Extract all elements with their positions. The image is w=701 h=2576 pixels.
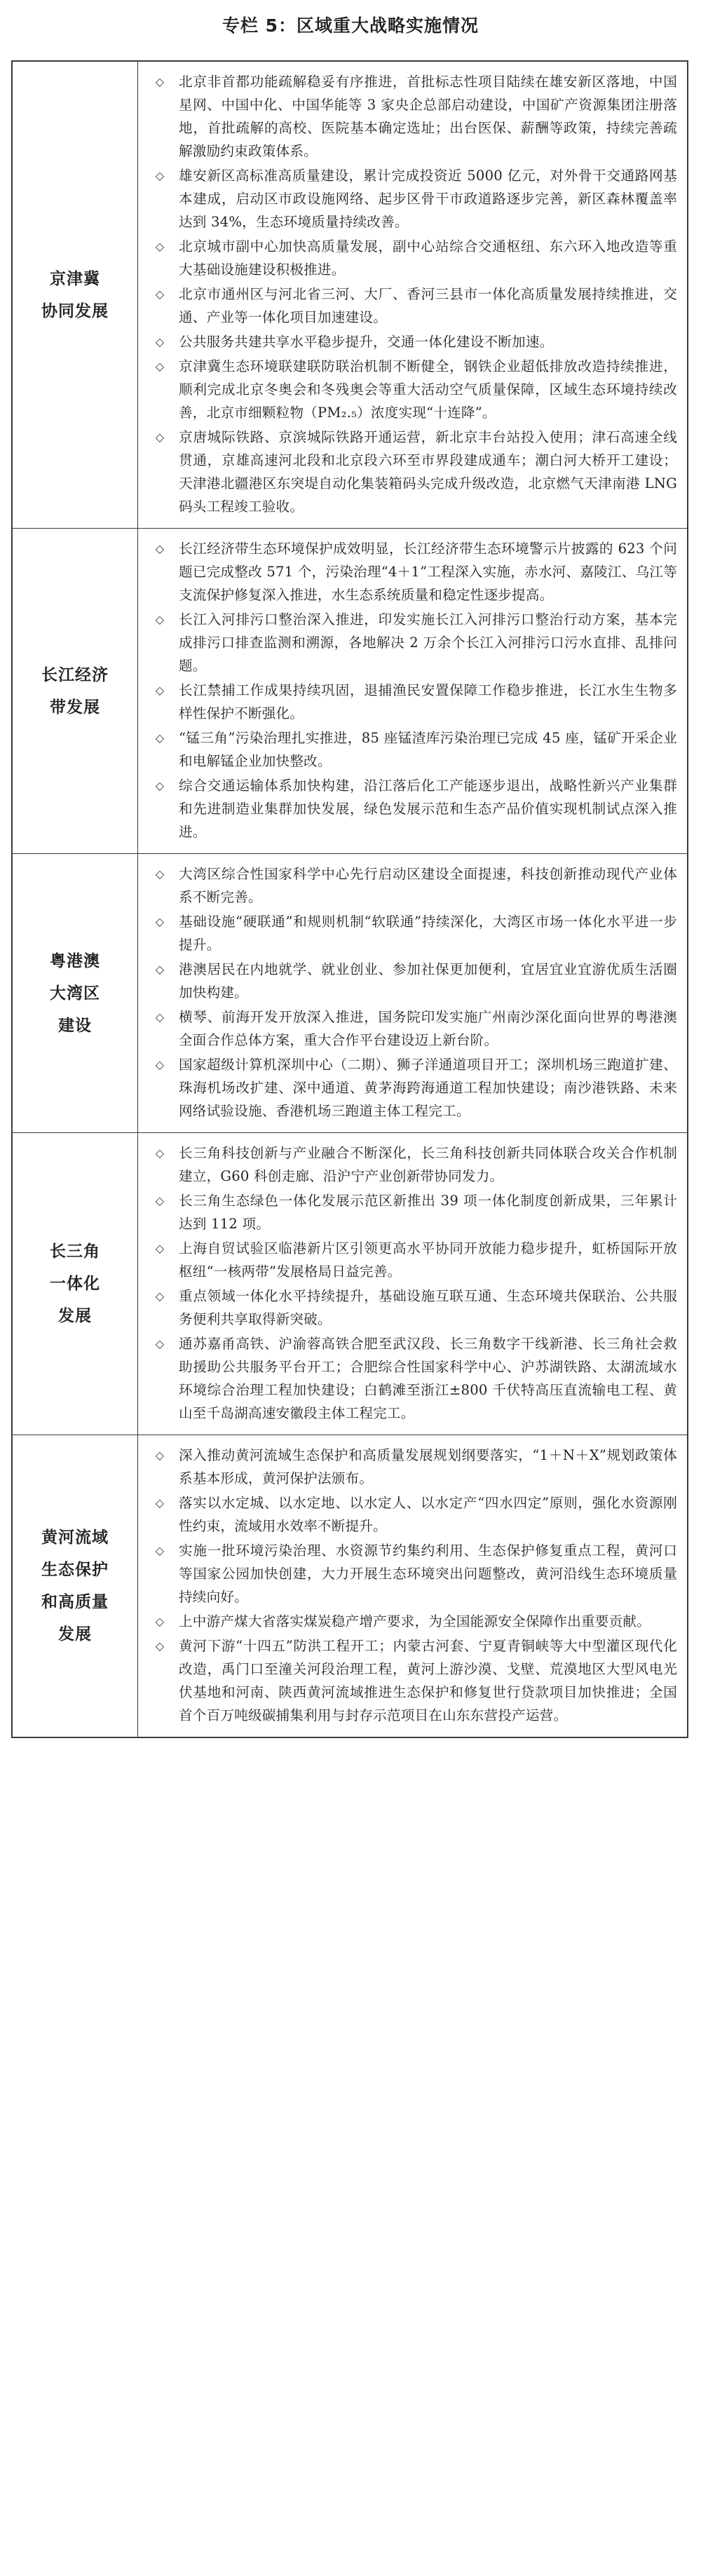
list-item-text: 综合交通运输体系加快构建，沿江落后化工产能逐步退出，战略性新兴产业集群和先进制造业集群加快发展，绿色发展示范和生态产品价值实现机制试点深入推进。 [179, 778, 677, 840]
list-item-text: 大湾区综合性国家科学中心先行启动区建设全面提速，科技创新推动现代产业体系不断完善。 [179, 866, 677, 905]
diamond-bullet-icon: ◇ [155, 1242, 165, 1255]
diamond-bullet-icon: ◇ [155, 431, 165, 444]
diamond-bullet-icon: ◇ [155, 1146, 165, 1160]
list-item-text: 京津冀生态环境联建联防联治机制不断健全，钢铁企业超低排放改造持续推进，顺利完成北京冬奥会和冬残奥会等重大活动空气质量保障，区域生态环境持续改善，北京市细颗粒物（PM₂.₅）浓度实现“十连降”。 [179, 358, 677, 421]
region-name-line: 一体化 [50, 1275, 100, 1293]
diamond-bullet-icon: ◇ [155, 1544, 165, 1557]
diamond-bullet-icon: ◇ [155, 1639, 165, 1653]
box-title: 专栏 5：区域重大战略实施情况 [222, 15, 479, 36]
region-items-cell [138, 61, 688, 529]
diamond-bullet-icon: ◇ [155, 731, 165, 745]
region-name [12, 529, 138, 854]
list-item-text: 实施一批环境污染治理、水资源节约集约利用、生态保护修复重点工程，黄河口等国家公园加快创建，大力开展生态环境突出问题整改，黄河沿线生态环境质量持续向好。 [179, 1543, 677, 1605]
diamond-bullet-icon: ◇ [155, 915, 165, 928]
list-item-text: 京唐城际铁路、京滨城际铁路开通运营，新北京丰台站投入使用；津石高速全线贯通，京雄高速河北段和北京段六环至市界段建成通车；潮白河大桥开工建设；天津港北疆港区东突堤自动化集装箱码头完成升级改造，北京燃气天津南港 LNG 码头工程竣工验收。 [179, 429, 677, 515]
list-item-text: 长三角科技创新与产业融合不断深化，长三角科技创新共同体联合攻关合作机制建立，G60 科创走廊、沿沪宁产业创新带协同发力。 [179, 1145, 677, 1184]
diamond-bullet-icon: ◇ [155, 1194, 165, 1207]
region-name-line: 协同发展 [41, 301, 109, 320]
list-item [152, 283, 677, 329]
region-name-line: 京津冀 [50, 269, 100, 288]
list-item-text: 横琴、前海开发开放深入推进，国务院印发实施广州南沙深化面向世界的粤港澳全面合作总体方案，重大合作平台建设迈上新台阶。 [179, 1009, 677, 1048]
list-item-text: 黄河下游“十四五”防洪工程开工；内蒙古河套、宁夏青铜峡等大中型灌区现代化改造，禹门口至潼关河段治理工程，黄河上游沙漠、戈壁、荒漠地区大型风电光伏基地和河南、陕西黄河流域推进生态保护和修复世行贷款项目加快推进；全国首个百万吨级碳捕集利用与封存示范项目在山东东营投产运营。 [179, 1638, 677, 1723]
list-item-text: 北京市通州区与河北省三河、大厂、香河三县市一体化高质量发展持续推进，交通、产业等一体化项目加速建设。 [179, 286, 677, 325]
list-item-text: 上海自贸试验区临港新片区引领更高水平协同开放能力稳步提升，虹桥国际开放枢纽“一核两带”发展格局日益完善。 [179, 1240, 677, 1280]
list-item-text: 北京非首都功能疏解稳妥有序推进，首批标志性项目陆续在雄安新区落地，中国星网、中国中化、中国华能等 3 家央企总部启动建设，中国矿产资源集团注册落地，首批疏解的高校、医院基本确定选址；出台医保、薪酬等政策，持续完善疏解激励约束政策体系。 [179, 74, 677, 159]
section-row [12, 854, 688, 1133]
list-item-text: 通苏嘉甬高铁、沪渝蓉高铁合肥至武汉段、长三角数字干线新港、长三角社会救助援助公共服务平台开工；合肥综合性国家科学中心、沪苏湖铁路、太湖流域水环境综合治理工程加快建设；白鹤滩至浙江±800 千伏特高压直流输电工程、黄山至千岛湖高速安徽段主体工程完工。 [179, 1336, 677, 1421]
region-name-line: 生态保护 [41, 1561, 109, 1579]
item-list [152, 1141, 677, 1425]
region-items-cell [138, 854, 688, 1133]
list-item [152, 608, 677, 677]
region-name-line: 带发展 [50, 698, 100, 717]
region-name [12, 854, 138, 1133]
region-items-cell [138, 529, 688, 854]
region-name-line: 发展 [58, 1625, 92, 1643]
list-item [152, 1610, 677, 1633]
diamond-bullet-icon: ◇ [155, 1289, 165, 1303]
list-item-text: 长江入河排污口整治深入推进，印发实施长江入河排污口整治行动方案，基本完成排污口排查监测和溯源，各地解决 2 万余个长江入河排污口污水直排、乱排问题。 [179, 611, 677, 674]
list-item-text: 上中游产煤大省落实煤炭稳产增产要求，为全国能源安全保障作出重要贡献。 [179, 1613, 651, 1629]
list-item [152, 1005, 677, 1052]
diamond-bullet-icon: ◇ [155, 542, 165, 555]
list-item-text: 深入推动黄河流域生态保护和高质量发展规划纲要落实，“1＋N＋X”规划政策体系基本形成，黄河保护法颁布。 [179, 1447, 677, 1486]
section-row [12, 61, 688, 529]
strategy-table [11, 60, 688, 1738]
diamond-bullet-icon: ◇ [155, 1058, 165, 1071]
list-item [152, 235, 677, 281]
list-item [152, 1634, 677, 1727]
list-item [152, 330, 677, 353]
diamond-bullet-icon: ◇ [155, 1449, 165, 1462]
list-item-text: 长江禁捕工作成果持续巩固，退捕渔民安置保障工作稳步推进，长江水生生物多样性保护不断强化。 [179, 682, 677, 721]
diamond-bullet-icon: ◇ [155, 169, 165, 182]
region-items-cell [138, 1133, 688, 1435]
list-item [152, 1444, 677, 1490]
region-name [12, 1435, 138, 1738]
region-name-line: 大湾区 [50, 984, 100, 1003]
list-item [152, 862, 677, 909]
region-name-line: 建设 [58, 1016, 92, 1035]
list-item [152, 426, 677, 518]
list-item [152, 537, 677, 606]
region-name-line: 黄河流域 [41, 1528, 109, 1547]
item-list [152, 1444, 677, 1727]
region-name [12, 1133, 138, 1435]
list-item-text: 落实以水定城、以水定地、以水定人、以水定产“四水四定”原则，强化水资源刚性约束，流域用水效率不断提升。 [179, 1495, 677, 1534]
diamond-bullet-icon: ◇ [155, 287, 165, 301]
list-item [152, 164, 677, 233]
diamond-bullet-icon: ◇ [155, 240, 165, 253]
list-item-text: 北京城市副中心加快高质量发展，副中心站综合交通枢纽、东六环入地改造等重大基础设施建设积极推进。 [179, 238, 677, 278]
diamond-bullet-icon: ◇ [155, 335, 165, 348]
list-item [152, 726, 677, 773]
list-item [152, 1539, 677, 1608]
region-name [12, 61, 138, 529]
list-item [152, 1332, 677, 1425]
list-item-text: 公共服务共建共享水平稳步提升，交通一体化建设不断加速。 [179, 334, 554, 350]
section-row [12, 529, 688, 854]
list-item [152, 1053, 677, 1123]
list-item [152, 910, 677, 956]
list-item [152, 1284, 677, 1331]
section-row [12, 1133, 688, 1435]
diamond-bullet-icon: ◇ [155, 1337, 165, 1350]
list-item [152, 1141, 677, 1188]
list-item-text: 长江经济带生态环境保护成效明显，长江经济带生态环境警示片披露的 623 个问题已完成整改 571 个，污染治理“4＋1”工程深入实施，赤水河、嘉陵江、乌江等支流保护修复深入推进，水生态系统质量和稳定性逐步提高。 [179, 541, 677, 603]
list-item [152, 355, 677, 424]
list-item-text: “锰三角”污染治理扎实推进，85 座锰渣库污染治理已完成 45 座，锰矿开采企业和电解锰企业加快整改。 [179, 730, 677, 769]
region-items-cell [138, 1435, 688, 1738]
diamond-bullet-icon: ◇ [155, 1010, 165, 1024]
diamond-bullet-icon: ◇ [155, 867, 165, 881]
region-name-line: 和高质量 [41, 1593, 109, 1611]
section-row [12, 1435, 688, 1738]
list-item-text: 国家超级计算机深圳中心（二期）、狮子洋通道项目开工；深圳机场三跑道扩建、珠海机场改扩建、深中通道、黄茅海跨海通道工程加快建设；南沙港铁路、未来网络试验设施、香港机场三跑道主体工程完工。 [179, 1057, 677, 1119]
list-item [152, 679, 677, 725]
diamond-bullet-icon: ◇ [155, 684, 165, 697]
list-item-text: 港澳居民在内地就学、就业创业、参加社保更加便利，宜居宜业宜游优质生活圈加快构建。 [179, 961, 677, 1001]
item-list [152, 537, 677, 843]
region-name-line: 长三角 [50, 1242, 100, 1261]
list-item-text: 基础设施“硬联通”和规则机制“软联通”持续深化，大湾区市场一体化水平进一步提升。 [179, 914, 677, 953]
list-item [152, 1491, 677, 1538]
diamond-bullet-icon: ◇ [155, 963, 165, 976]
diamond-bullet-icon: ◇ [155, 1496, 165, 1510]
diamond-bullet-icon: ◇ [155, 75, 165, 88]
region-name-line: 长江经济 [41, 665, 109, 684]
list-item-text: 长三角生态绿色一体化发展示范区新推出 39 项一体化制度创新成果，三年累计达到 112 项。 [179, 1193, 677, 1232]
region-name-line: 粤港澳 [50, 951, 100, 970]
diamond-bullet-icon: ◇ [155, 613, 165, 626]
list-item [152, 1189, 677, 1235]
list-item [152, 958, 677, 1004]
region-name-line: 发展 [58, 1307, 92, 1325]
diamond-bullet-icon: ◇ [155, 1615, 165, 1628]
list-item [152, 774, 677, 843]
list-item-text: 雄安新区高标准高质量建设，累计完成投资近 5000 亿元，对外骨干交通路网基本建成，启动区市政设施网络、起步区骨干市政道路逐步完善，新区森林覆盖率达到 34%，生态环境质量持续改善。 [179, 168, 677, 230]
diamond-bullet-icon: ◇ [155, 779, 165, 792]
list-item-text: 重点领域一体化水平持续提升，基础设施互联互通、生态环境共保联治、公共服务便利共享取得新突破。 [179, 1288, 677, 1327]
list-item [152, 1237, 677, 1283]
list-item [152, 70, 677, 163]
diamond-bullet-icon: ◇ [155, 360, 165, 373]
item-list [152, 70, 677, 518]
item-list [152, 862, 677, 1123]
